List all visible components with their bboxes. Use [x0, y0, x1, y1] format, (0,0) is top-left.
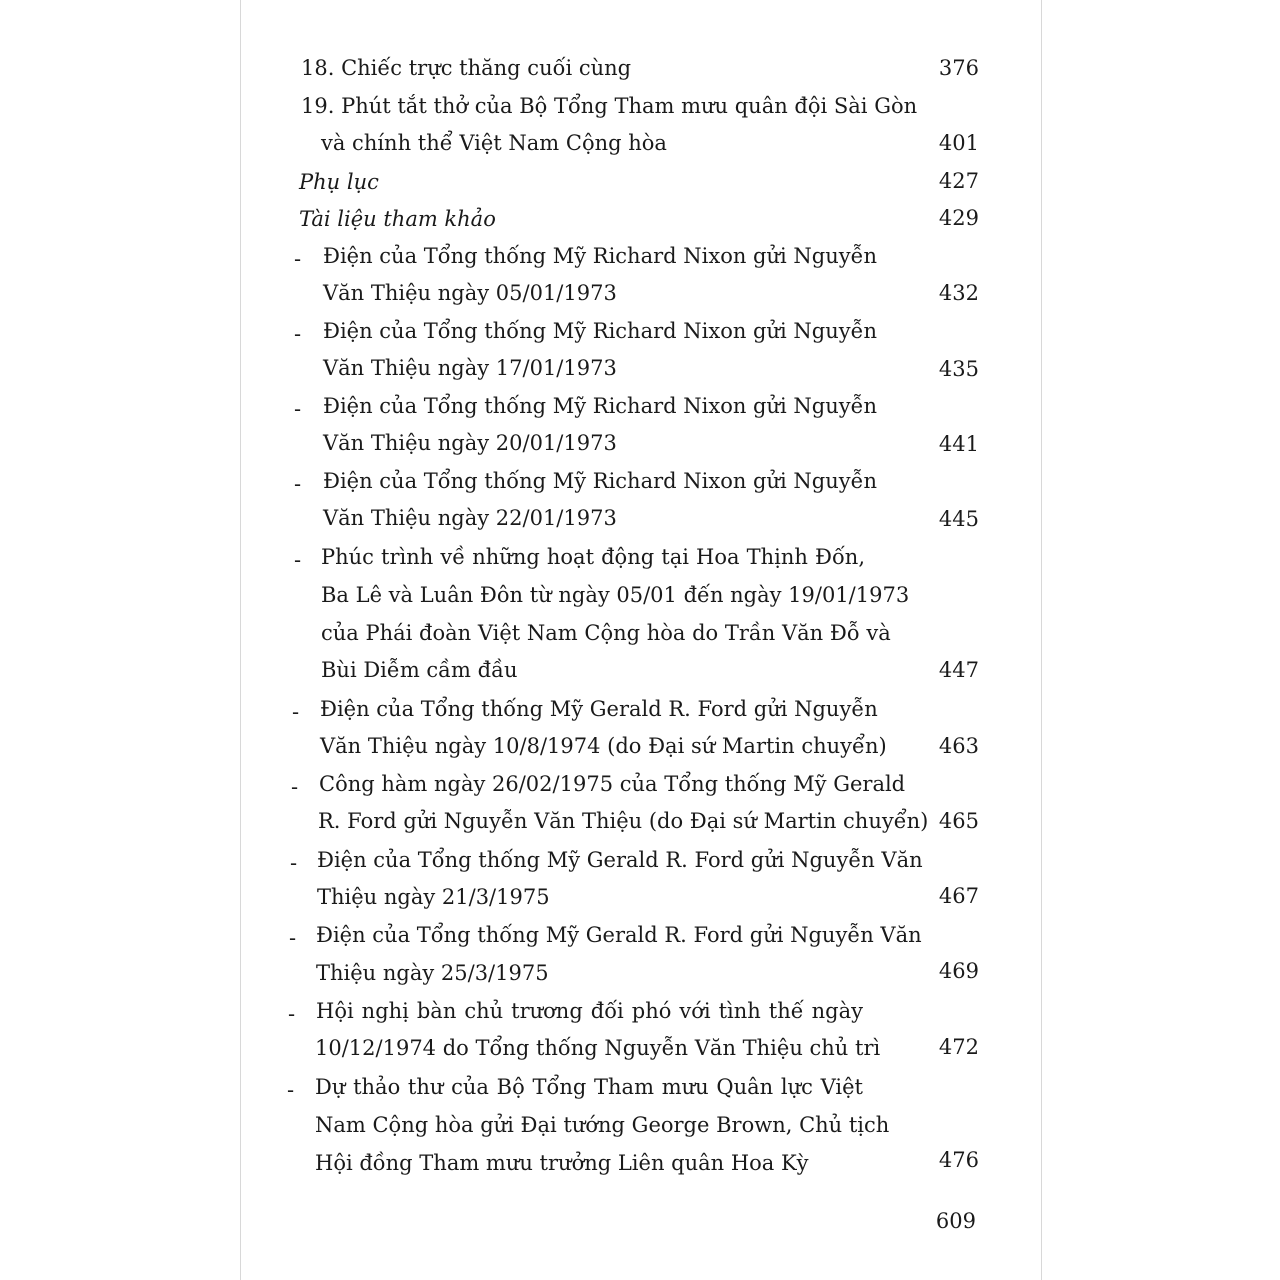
- toc-entry-page: 447: [938, 658, 979, 682]
- toc-entry-title-cont: Nam Cộng hòa gửi Đại tướng George Brown, Chủ tịch: [315, 1113, 890, 1137]
- toc-entry-page: 469: [938, 959, 979, 983]
- toc-entry-title: Điện của Tổng thống Mỹ Richard Nixon gửi Nguyễn: [323, 469, 878, 493]
- toc-entry-title: Dự thảo thư của Bộ Tổng Tham mưu Quân lực Việt: [315, 1075, 863, 1099]
- toc-entry-title-cont: Hội đồng Tham mưu trưởng Liên quân Hoa Kỳ: [315, 1151, 809, 1175]
- table-of-contents: [241, 0, 1041, 1280]
- toc-entry-page: 441: [938, 432, 979, 456]
- toc-entry-page: 376: [938, 56, 979, 80]
- toc-entry-title-cont: và chính thể Việt Nam Cộng hòa: [321, 131, 667, 155]
- book-page: [240, 0, 1042, 1280]
- toc-entry-page: 463: [938, 734, 979, 758]
- list-dash: -: [290, 851, 298, 875]
- toc-entry-title-cont: Văn Thiệu ngày 20/01/1973: [323, 431, 617, 455]
- toc-entry-title: Công hàm ngày 26/02/1975 của Tổng thống Mỹ Gerald: [319, 772, 906, 796]
- toc-entry-page: 429: [938, 206, 979, 230]
- toc-entry-title-cont: Văn Thiệu ngày 05/01/1973: [323, 281, 617, 305]
- toc-entry-title: Điện của Tổng thống Mỹ Richard Nixon gửi Nguyễn: [323, 244, 878, 268]
- toc-entry-title-cont: Thiệu ngày 25/3/1975: [316, 961, 549, 985]
- list-dash: -: [289, 926, 297, 950]
- toc-entry-title: Điện của Tổng thống Mỹ Gerald R. Ford gửi Nguyễn: [320, 697, 878, 721]
- list-dash: -: [287, 1078, 295, 1102]
- toc-entry-title-cont: của Phái đoàn Việt Nam Cộng hòa do Trần Văn Đỗ và: [321, 621, 891, 645]
- toc-entry-title: 19. Phút tắt thở của Bộ Tổng Tham mưu quân đội Sài Gòn: [301, 94, 918, 118]
- list-dash: -: [292, 700, 300, 724]
- toc-entry-title-cont: 10/12/1974 do Tổng thống Nguyễn Văn Thiệu chủ trì: [315, 1036, 881, 1060]
- toc-entry-title: Phúc trình về những hoạt động tại Hoa Thịnh Đốn,: [321, 545, 865, 569]
- list-dash: -: [294, 322, 302, 346]
- toc-entry-page: 467: [938, 884, 979, 908]
- toc-entry-page: 465: [938, 809, 979, 833]
- toc-entry-title: Hội nghị bàn chủ trương đối phó với tình thế ngày: [316, 999, 863, 1023]
- page-number: 609: [935, 1209, 976, 1233]
- list-dash: -: [294, 397, 302, 421]
- toc-entry-title-cont: Văn Thiệu ngày 17/01/1973: [323, 356, 617, 380]
- toc-entry-title: Điện của Tổng thống Mỹ Richard Nixon gửi Nguyễn: [323, 319, 878, 343]
- toc-entry-title-cont: Văn Thiệu ngày 22/01/1973: [323, 506, 617, 530]
- list-dash: -: [294, 472, 302, 496]
- toc-entry-page: 432: [938, 281, 979, 305]
- toc-entry-title: Tài liệu tham khảo: [299, 207, 496, 231]
- toc-entry-page: 472: [938, 1035, 979, 1059]
- toc-entry-page: 445: [938, 507, 979, 531]
- toc-entry-title: 18. Chiếc trực thăng cuối cùng: [301, 56, 632, 80]
- list-dash: -: [291, 775, 299, 799]
- toc-entry-title: Điện của Tổng thống Mỹ Richard Nixon gửi Nguyễn: [323, 394, 878, 418]
- toc-entry-title-cont: Thiệu ngày 21/3/1975: [317, 885, 550, 909]
- toc-entry-page: 476: [938, 1148, 979, 1172]
- list-dash: -: [288, 1002, 296, 1026]
- toc-entry-page: 435: [938, 357, 979, 381]
- toc-entry-title: Điện của Tổng thống Mỹ Gerald R. Ford gửi Nguyễn Văn: [316, 923, 922, 947]
- list-dash: -: [294, 548, 302, 572]
- toc-entry-page: 401: [938, 131, 979, 155]
- toc-entry-title-cont: Ba Lê và Luân Đôn từ ngày 05/01 đến ngày 19/01/1973: [321, 583, 910, 607]
- toc-entry-page: 427: [938, 169, 979, 193]
- toc-entry-title-cont: Văn Thiệu ngày 10/8/1974 (do Đại sứ Martin chuyển): [320, 734, 887, 758]
- toc-entry-title-cont: Bùi Diễm cầm đầu: [321, 658, 518, 682]
- list-dash: -: [294, 247, 302, 271]
- toc-entry-title: Điện của Tổng thống Mỹ Gerald R. Ford gửi Nguyễn Văn: [317, 848, 923, 872]
- toc-entry-title: Phụ lục: [299, 170, 379, 194]
- toc-entry-title-cont: R. Ford gửi Nguyễn Văn Thiệu (do Đại sứ Martin chuyển): [318, 809, 929, 833]
